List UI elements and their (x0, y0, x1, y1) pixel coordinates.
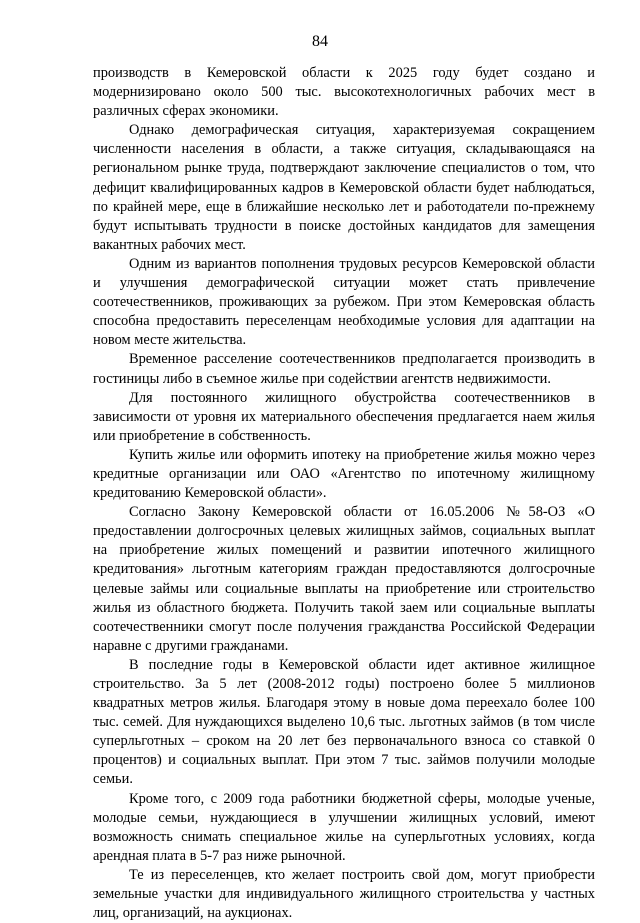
paragraph-4: Временное расселение соотечественников предполагается производить в гостиницы либо в съемное жилье при содействии агентств недвижимости. (93, 351, 595, 387)
paragraph-5: Для постоянного жилищного обустройства соотечественников в зависимости от уровня их материального обеспечения предлагается наем жилья или приобретение в собственность. (93, 389, 595, 444)
paragraph-10: Те из переселенцев, кто желает построить свой дом, могут приобрести земельные участки для индивидуального жилищного строительства у частных лиц, организаций, на аукционах. (93, 866, 595, 922)
paragraph-1: производств в Кемеровской области к 2025 году будет создано и модернизировано около 500 тыс. высокотехнологичных рабочих мест в различных сферах экономики. (93, 65, 595, 120)
paragraph-9: Кроме того, с 2009 года работники бюджетной сферы, молодые ученые, молодые семьи, нуждающиеся в улучшении жилищных условий, имеют возможность снимать специальное жилье на суперльготных условиях, когда арендная плата в 5-7 раз ниже рыночной. (93, 790, 595, 864)
paragraph-3: Одним из вариантов пополнения трудовых ресурсов Кемеровской области и улучшения демографической ситуации может стать привлечение соотечественников, проживающих за рубежом. При этом Кемеровская область способна предоставить переселенцам необходимые условия для адаптации на новом месте жительства. (93, 255, 595, 349)
paragraph-2: Однако демографическая ситуация, характеризуемая сокращением численности населения в области, а также ситуация, складывающаяся на региональном рынке труда, подтверждают заключение специалистов о том, что дефицит квалифицированных кадров в Кемеровской области будет наблюдаться, по крайней мере, еще в ближайшие несколько лет и работодатели по-прежнему будут испытывать трудности в поиске достойных кандидатов для замещения вакантных рабочих мест. (93, 122, 595, 253)
page-number: 84 (312, 33, 328, 50)
paragraph-7: Согласно Закону Кемеровской области от 16.05.2006 №58-ОЗ «О предоставлении долгосрочных целевых жилищных займов, социальных выплат на приобретение жилых помещений и развитии ипотечного жилищного кредитования» льготным категориям граждан предоставляются долгосрочные целевые займы или социальные выплаты на приобретение или строительство жилья из областного бюджета. Получить такой заем или социальные выплаты соотечественники смогут после получения гражданства Российской Федерации наравне с другими гражданами. (93, 504, 595, 654)
paragraph-6: Купить жилье или оформить ипотеку на приобретение жилья можно через кредитные организации или ОАО «Агентство по ипотечному жилищному кредитованию Кемеровской области». (93, 446, 595, 502)
body-text (93, 64, 595, 923)
paragraph-8: В последние годы в Кемеровской области идет активное жилищное строительство. За 5 лет (2008-2012 годы) построено более 5 миллионов квадратных метров жилья. Благодаря этому в новые дома переехало более 100 тыс. семей. Для нуждающихся выделено 10,6 тыс. льготных займов (в том числе суперльготных – сроком на 20 лет без первоначального взноса со ставкой 0 процентов) и социальных выплат. При этом 7 тыс. займов получили молодые семьи. (93, 656, 595, 788)
